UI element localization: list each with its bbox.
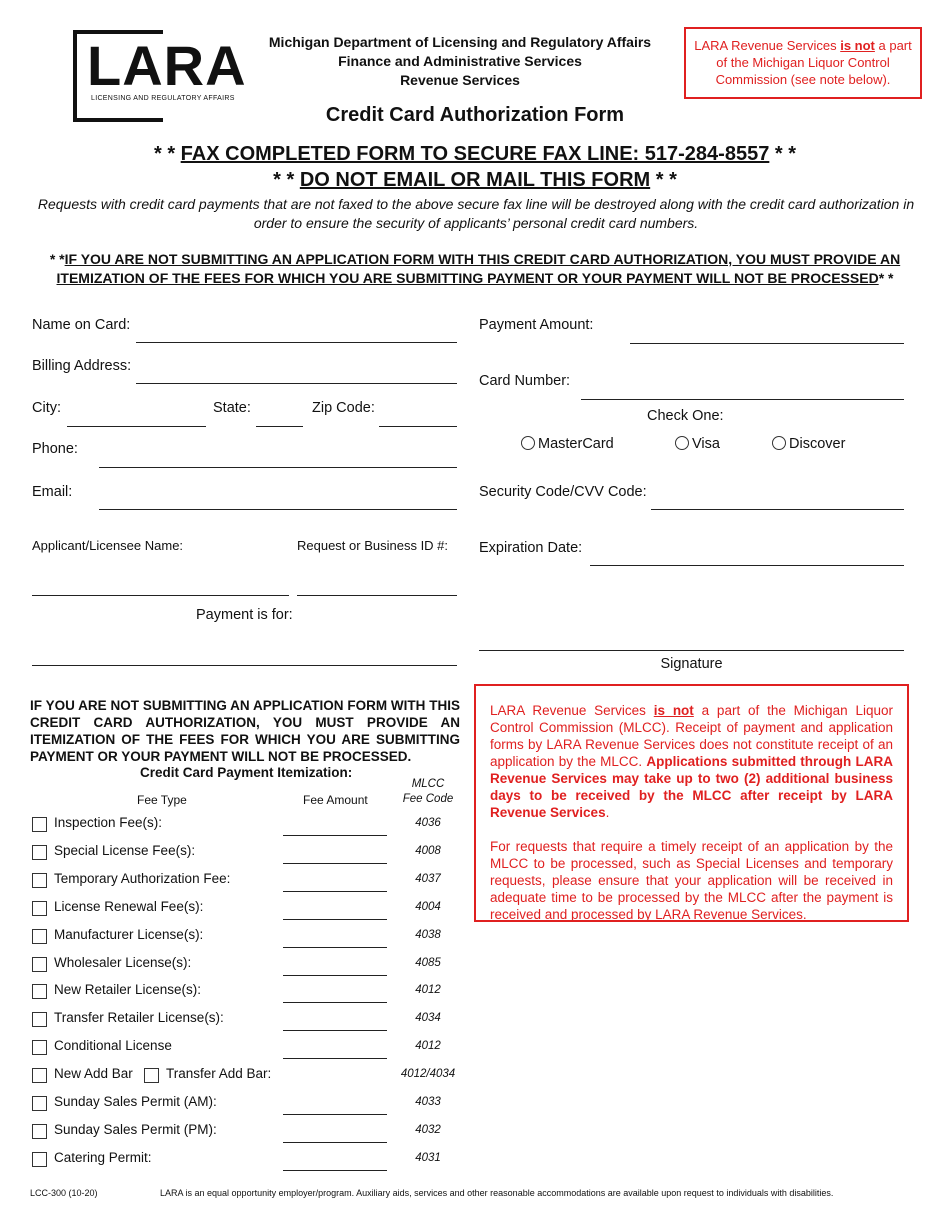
cvv-field[interactable]: [651, 509, 904, 510]
destroy-warning: Requests with credit card payments that are not faxed to the above secure fax line will be destroyed along with the credit card authorization in order to ensure the security of applicants’ personal credit card numbers.: [37, 196, 915, 231]
fee-type-label: Inspection Fee(s):: [54, 815, 163, 830]
city-label: City:: [32, 400, 61, 416]
applicant-name-label: Applicant/Licensee Name:: [32, 538, 184, 553]
fee-code: 4036: [415, 817, 441, 829]
fee-code: 4012: [415, 984, 441, 997]
fee-checkbox[interactable]: [32, 1152, 47, 1167]
lara-logo: [73, 30, 247, 122]
visa-option[interactable]: Visa: [675, 436, 720, 452]
fee-row: [32, 1122, 462, 1146]
logo-subtitle: LICENSING AND REGULATORY AFFAIRS: [91, 95, 235, 102]
fee-checkbox[interactable]: [32, 957, 47, 972]
fee-code: 4033: [415, 1096, 441, 1108]
fee-amount-field[interactable]: [283, 1114, 387, 1115]
fee-type-label: Sunday Sales Permit (PM):: [54, 1121, 217, 1137]
fee-row: [32, 982, 462, 1006]
applicant-name-field[interactable]: [32, 595, 289, 596]
visa-radio[interactable]: [675, 436, 689, 450]
fee-type-label: Sunday Sales Permit (AM):: [54, 1094, 217, 1109]
fee-amount-field[interactable]: [283, 863, 387, 864]
fee-type-label: Conditional License: [54, 1038, 172, 1054]
mlcc-notice-paragraph-1: LARA Revenue Services is not a part of the Michigan Liquor Control Commission (MLCC). Receipt of payment and application forms by LARA Revenue Services does not constitute receipt of an application by the MLCC. Applications submitted through LARA Revenue Services may take up to two (2) additional business days to be received by the MLCC after receipt by LARA Revenue Services.: [490, 703, 893, 820]
col-code-2: Fee Code: [402, 793, 454, 805]
top-red-note: LARA Revenue Services is not a part of the Michigan Liquor Control Commission (see note below).: [684, 27, 922, 99]
fee-type-label: New Add Bar: [54, 1066, 133, 1082]
fee-row: [32, 1094, 462, 1118]
fee-code: 4012: [415, 1040, 441, 1053]
itemization-warning: * *IF YOU ARE NOT SUBMITTING AN APPLICATION FORM WITH THIS CREDIT CARD AUTHORIZATION, YOU MUST PROVIDE AN ITEMIZATION OF THE FEES FOR WHICH YOU ARE SUBMITTING PAYMENT OR YOUR PAYMENT WILL NOT BE PROCESSED* *: [49, 251, 901, 286]
email-field[interactable]: [99, 509, 457, 510]
fee-type-label: Wholesaler License(s):: [54, 954, 192, 970]
payment-for-field[interactable]: [32, 665, 457, 666]
fee-amount-field[interactable]: [283, 835, 387, 836]
fee-code: 4004: [415, 900, 441, 913]
fee-row: [32, 815, 462, 839]
fee-type-label: Transfer Retailer License(s):: [54, 1010, 224, 1026]
phone-label: Phone:: [32, 441, 78, 457]
mlcc-notice-paragraph-2: For requests that require a timely receipt of an application by the MLCC to be processed, such as Special Licenses and temporary requests, please ensure that your application will be received in adequate time to be processed by the MLCC after the payment is received and processed by LARA Revenue Services.: [490, 839, 893, 922]
expiration-label: Expiration Date:: [479, 540, 583, 556]
fee-row: [32, 899, 462, 923]
fee-row: [32, 871, 462, 895]
fee-checkbox[interactable]: [32, 901, 47, 916]
fee-type-label: Manufacturer License(s):: [54, 926, 204, 942]
fee-type-label: Special License Fee(s):: [54, 842, 196, 858]
mastercard-option[interactable]: MasterCard: [521, 436, 614, 452]
fee-amount-field[interactable]: [283, 1002, 387, 1003]
fee-amount-field[interactable]: [283, 919, 387, 920]
fee-row: [32, 843, 462, 867]
card-number-field[interactable]: [581, 399, 904, 400]
fee-row: [32, 1066, 462, 1090]
payment-amount-field[interactable]: [630, 343, 904, 344]
fee-amount-field[interactable]: [283, 891, 387, 892]
fee-row: [32, 927, 462, 951]
name-on-card-field[interactable]: [136, 342, 457, 343]
mlcc-notice-box: [474, 684, 909, 922]
payment-amount-label: Payment Amount:: [479, 317, 594, 333]
fee-row: [32, 1150, 462, 1174]
fee-checkbox[interactable]: [32, 929, 47, 944]
city-field[interactable]: [67, 426, 206, 427]
fee-checkbox[interactable]: [32, 1096, 47, 1111]
fee-checkbox[interactable]: [32, 1068, 47, 1083]
fee-checkbox[interactable]: [32, 873, 47, 888]
zip-label: Zip Code:: [312, 400, 375, 416]
state-field[interactable]: [256, 426, 303, 427]
signature-field[interactable]: [479, 650, 904, 651]
email-label: Email:: [32, 484, 73, 500]
fee-row: [32, 1038, 462, 1062]
form-title: Credit Card Authorization Form: [325, 104, 625, 126]
footer-disclaimer: LARA is an equal opportunity employer/program. Auxiliary aids, services and other reasonable accommodations are available upon request to individuals with disabilities.: [160, 1188, 834, 1198]
header-line-3: Revenue Services: [400, 72, 520, 88]
fee-checkbox-2[interactable]: [144, 1068, 159, 1083]
signature-label: Signature: [660, 656, 723, 672]
fee-row: [32, 1010, 462, 1034]
fee-code: 4037: [415, 872, 441, 885]
fee-type-label: Temporary Authorization Fee:: [54, 870, 231, 886]
billing-address-field[interactable]: [136, 383, 457, 384]
fee-row: [32, 955, 462, 979]
fee-type-label: Catering Permit:: [54, 1149, 152, 1165]
fee-code: 4034: [415, 1012, 441, 1025]
request-id-label: Request or Business ID #:: [297, 538, 449, 553]
fee-checkbox[interactable]: [32, 845, 47, 860]
fee-amount-field[interactable]: [283, 1142, 387, 1143]
expiration-field[interactable]: [590, 565, 904, 566]
fee-amount-field[interactable]: [283, 1170, 387, 1171]
no-email-instruction: * * DO NOT EMAIL OR MAIL THIS FORM * *: [273, 169, 677, 191]
col-code-1: MLCC: [411, 778, 445, 790]
fee-code: 4038: [415, 928, 441, 941]
zip-field[interactable]: [379, 426, 457, 427]
fee-amount-field[interactable]: [283, 975, 387, 976]
fax-instruction: * * FAX COMPLETED FORM TO SECURE FAX LINE: 517-284-8557 * *: [153, 143, 797, 165]
name-on-card-label: Name on Card:: [32, 317, 131, 333]
logo-word: LARA: [87, 34, 247, 97]
check-one-label: Check One:: [647, 408, 724, 424]
state-label: State:: [213, 400, 251, 416]
fee-amount-field[interactable]: [283, 1030, 387, 1031]
header-line-2: Finance and Administrative Services: [338, 53, 582, 69]
fee-code: 4008: [415, 844, 441, 857]
fee-checkbox[interactable]: [32, 984, 47, 999]
fee-type-label-2: Transfer Add Bar:: [166, 1066, 272, 1082]
fee-checkbox[interactable]: [32, 817, 47, 832]
mastercard-radio[interactable]: [521, 436, 535, 450]
fee-code: 4031: [415, 1151, 441, 1164]
fee-checkbox[interactable]: [32, 1124, 47, 1139]
fee-type-label: License Renewal Fee(s):: [54, 898, 204, 914]
fee-amount-field[interactable]: [283, 1058, 387, 1059]
itemization-title: Credit Card Payment Itemization:: [140, 765, 353, 780]
cvv-label: Security Code/CVV Code:: [479, 484, 647, 500]
billing-address-label: Billing Address:: [32, 358, 132, 374]
discover-radio[interactable]: [772, 436, 786, 450]
header-line-1: Michigan Department of Licensing and Regulatory Affairs: [268, 34, 652, 50]
payment-for-label: Payment is for:: [196, 607, 293, 623]
fee-checkbox[interactable]: [32, 1012, 47, 1027]
request-id-field[interactable]: [297, 595, 457, 596]
fee-amount-field[interactable]: [283, 947, 387, 948]
col-fee-type: Fee Type: [137, 793, 187, 807]
fee-code: 4085: [415, 956, 441, 969]
fee-type-label: New Retailer License(s):: [54, 982, 202, 998]
card-number-label: Card Number:: [479, 373, 571, 389]
phone-field[interactable]: [99, 467, 457, 468]
itemization-requirement: IF YOU ARE NOT SUBMITTING AN APPLICATION FORM WITH THIS CREDIT CARD AUTHORIZATION, YOU MUST PROVIDE AN ITEMIZATION OF THE FEES FOR WHICH YOU ARE SUBMITTING PAYMENT OR YOUR PAYMENT WILL NOT BE PROCESSED.: [30, 698, 460, 764]
fee-checkbox[interactable]: [32, 1040, 47, 1055]
col-fee-amount: Fee Amount: [303, 793, 368, 807]
fee-code: 4012/4034: [400, 1068, 456, 1081]
fee-code: 4032: [415, 1123, 441, 1136]
form-code: LCC-300 (10-20): [30, 1188, 98, 1198]
discover-option[interactable]: Discover: [772, 436, 845, 452]
